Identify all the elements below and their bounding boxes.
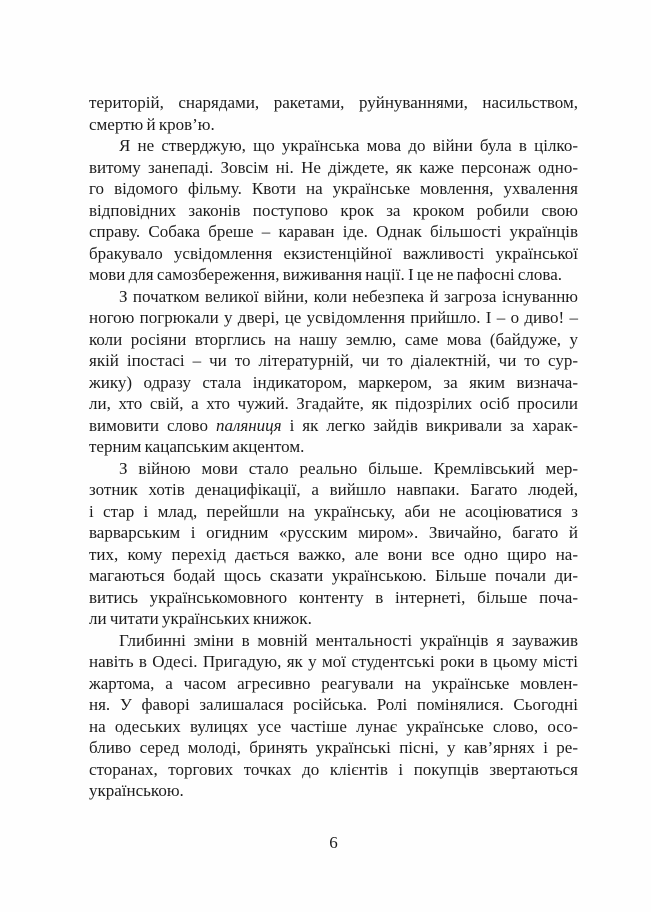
paragraph (89, 630, 578, 802)
text-line: справу. Собака бреше – караван іде. Однак більшості українців (89, 222, 578, 241)
text-line: витому занепаді. Зовсім ні. Не діждете, як каже персонаж одно- (89, 157, 578, 177)
text-line: З початком великої війни, коли небезпека й загроза існуванню (119, 286, 578, 306)
text-line: смертю й кров’ю. (89, 114, 215, 134)
text-line: вимовити слово паляниця і як легко зайдів викривали за харак- (89, 415, 578, 435)
text-line: і стар і млад, перейшли на українську, аби не асоціюватися з (89, 501, 578, 521)
text-line: відповідних законів поступово крок за кроком робили свою (89, 200, 578, 220)
paragraph (89, 135, 578, 286)
text-block (89, 92, 578, 802)
text-line: ли, хто свій, а хто чужий. Згадайте, як підозрілих осіб просили (89, 394, 578, 413)
text-line: сторанах, торгових точках до клієнтів і покупців звертаються (89, 759, 578, 779)
text-line: варварським і огидним «русским миром». Звичайно, багато й (89, 523, 578, 542)
text-line: З війною мови стало реально більше. Кремлівський мер- (119, 458, 578, 478)
text-line: територій, снарядами, ракетами, руйнуваннями, насильством, (89, 93, 578, 112)
text-line: Я не стверджую, що українська мова до війни була в цілко- (119, 136, 578, 155)
text-line: на одеських вулицях усе частіше лунає українське слово, осо- (89, 716, 578, 736)
text-line: ня. У фаворі залишалася російська. Ролі помінялися. Сьогодні (89, 695, 578, 714)
text-line: навіть в Одесі. Пригадую, як у мої студентські роки в цьому місті (89, 652, 578, 671)
paragraph (89, 286, 578, 458)
text-line: ногою погрюкали у двері, це усвідомлення прийшло. І – о диво! – (89, 308, 578, 327)
text-line: бливо серед молоді, бринять українські пісні, у кав’ярнях і ре- (89, 738, 578, 757)
text-line: магаються бодай щось сказати українською. Більше почали ди- (89, 566, 578, 585)
text-line: коли росіяни вторглись на нашу землю, саме мова (байдуже, у (89, 329, 578, 349)
text-line: Глибинні зміни в мовній ментальності українців я зауважив (119, 630, 578, 650)
text-line: го відомого фільму. Квоти на українське мовлення, ухвалення (89, 179, 578, 198)
text-line: зотник хотів денацифікації, а вийшло навпаки. Багато людей, (89, 480, 578, 499)
text-line: бракувало усвідомлення екзистенційної важливості української (89, 243, 578, 263)
text-line: українською. (89, 781, 184, 800)
text-line: жартома, а часом агресивно реагували на українське мовлен- (89, 673, 578, 693)
text-line: тих, кому перехід дається важко, але вони все одно щиро на- (89, 544, 578, 564)
paragraph (89, 458, 578, 630)
text-line: якій іпостасі – чи то літературній, чи то діалектній, чи то сур- (89, 351, 578, 370)
page-number: 6 (329, 833, 338, 852)
italic-word: паляниця (215, 415, 282, 435)
text-line: витись українськомовного контенту в інтернеті, більше поча- (89, 587, 578, 607)
text-line: ли читати українських книжок. (89, 609, 312, 628)
text-line: мови для самозбереження, виживання нації. І це не пафосні слова. (89, 265, 562, 284)
text-line: жику) одразу стала індикатором, маркером, за яким визнача- (89, 372, 578, 392)
paragraph (89, 92, 578, 135)
text-line: терним кацапським акцентом. (89, 437, 305, 456)
